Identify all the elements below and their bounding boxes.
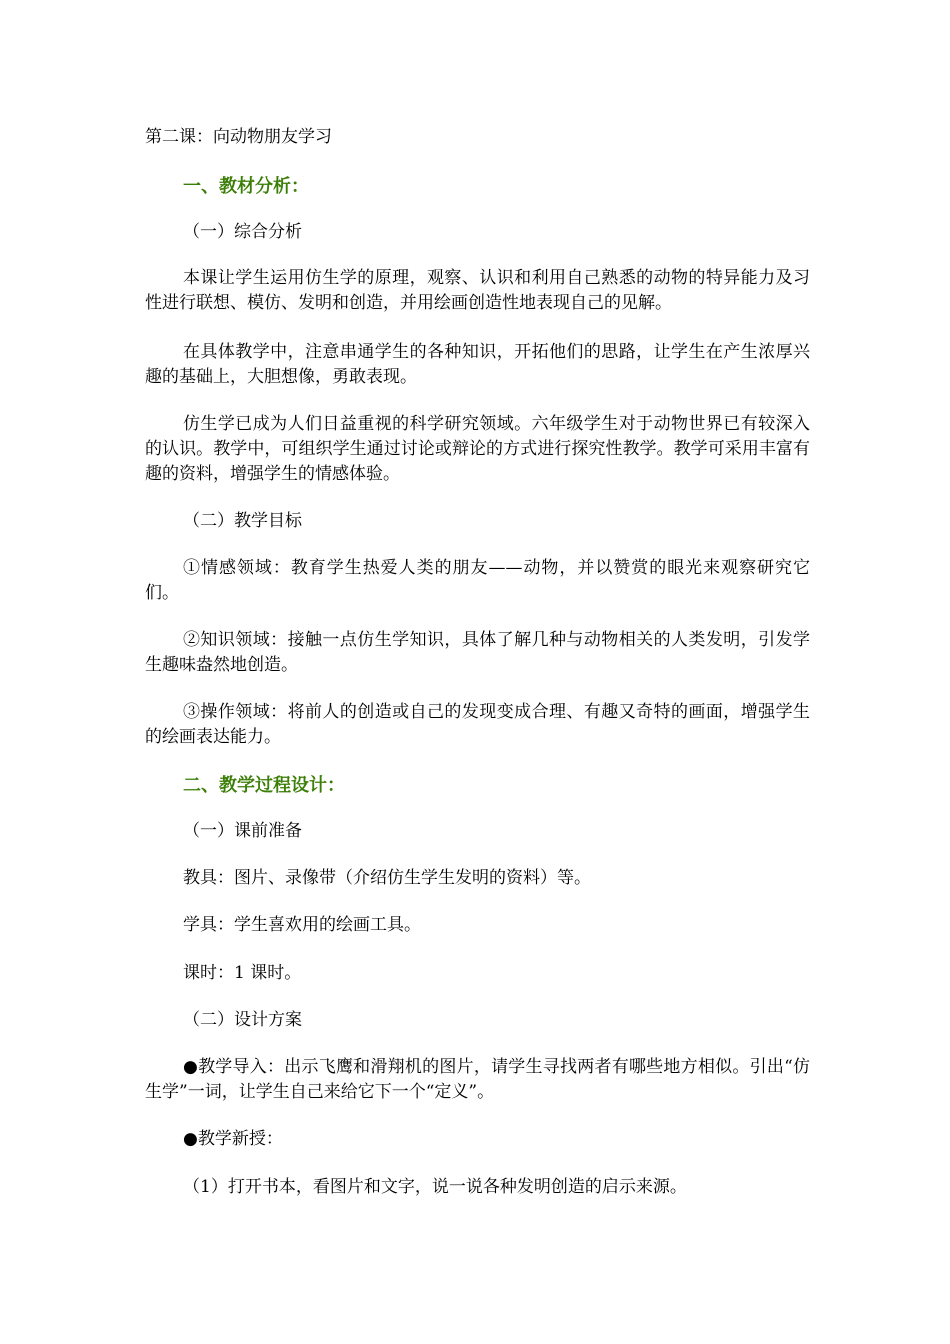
lesson-intro-paragraph: ●教学导入：出示飞鹰和滑翔机的图片，请学生寻找两者有哪些地方相似。引出“仿生学”一词，让学生自己来给它下一个“定义”。 <box>145 1057 810 1102</box>
prep-item: 教具：图片、录像带（介绍仿生学生发明的资料）等。 <box>183 868 591 888</box>
prep-item: 学具：学生喜欢用的绘画工具。 <box>183 915 421 935</box>
analysis-paragraph: 本课让学生运用仿生学的原理，观察、认识和利用自己熟悉的动物的特异能力及习性进行联想、模仿、发明和创造，并用绘画创造性地表现自己的见解。 <box>145 268 810 313</box>
goal-item: ①情感领域：教育学生热爱人类的朋友——动物，并以赞赏的眼光来观察研究它们。 <box>145 558 810 603</box>
analysis-paragraph: 仿生学已成为人们日益重视的科学研究领域。六年级学生对于动物世界已有较深入的认识。教学中，可组织学生通过讨论或辩论的方式进行探究性教学。教学可采用丰富有趣的资料，增强学生的情感体验。 <box>145 414 810 484</box>
subsection-title-teaching-goals: （二）教学目标 <box>183 511 302 531</box>
section-heading-textbook-analysis: 一、教材分析： <box>183 176 309 197</box>
goal-item: ②知识领域：接触一点仿生学知识，具体了解几种与动物相关的人类发明，引发学生趣味盎然地创造。 <box>145 630 810 675</box>
subsection-title-overall-analysis: （一）综合分析 <box>183 222 302 242</box>
step-item: （1）打开书本，看图片和文字，说一说各种发明创造的启示来源。 <box>183 1177 687 1197</box>
prep-item: 课时：1 课时。 <box>183 963 302 983</box>
analysis-paragraph: 在具体教学中，注意串通学生的各种知识，开拓他们的思路，让学生在产生浓厚兴趣的基础上，大胆想像，勇敢表现。 <box>145 342 810 387</box>
subsection-title-preparation: （一）课前准备 <box>183 821 302 841</box>
lesson-title: 第二课：向动物朋友学习 <box>145 127 332 147</box>
subsection-title-design-plan: （二）设计方案 <box>183 1010 302 1030</box>
goal-item: ③操作领域：将前人的创造或自己的发现变成合理、有趣又奇特的画面，增强学生的绘画表达能力。 <box>145 702 810 747</box>
new-lesson-title: ●教学新授： <box>183 1129 283 1149</box>
section-heading-teaching-process: 二、教学过程设计： <box>183 775 345 796</box>
